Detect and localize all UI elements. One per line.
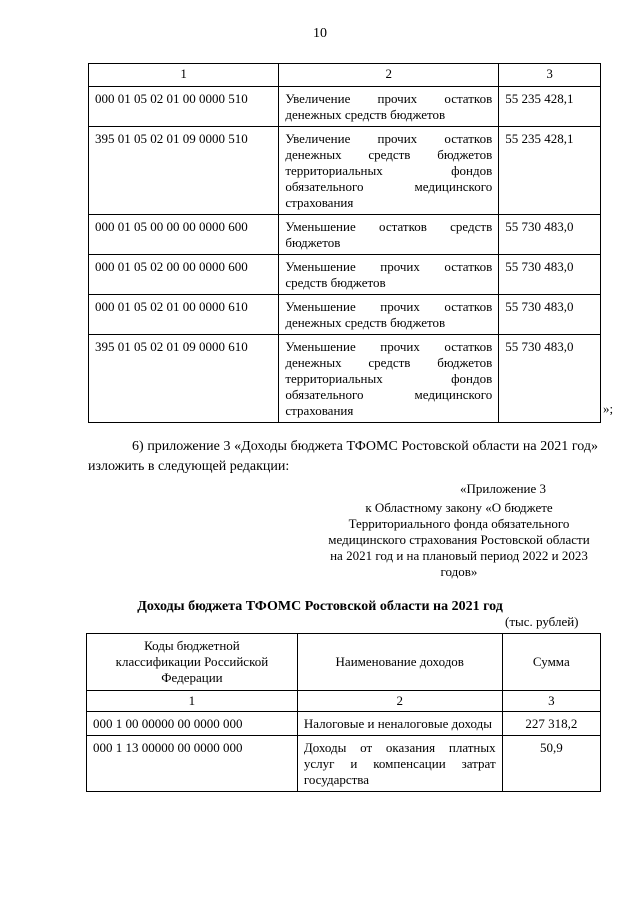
table-header-row	[89, 64, 601, 87]
name-cell: Увеличение прочих остатков денежных средств бюджетов территориальных фондов обязательного медицинского страхования	[279, 127, 499, 215]
name-cell: Уменьшение прочих остатков денежных средств бюджетов территориальных фондов обязательного медицинского страхования	[279, 335, 499, 423]
sources-table	[88, 63, 601, 423]
column-number-1: 1	[89, 64, 279, 87]
amendment-paragraph: 6) приложение 3 «Доходы бюджета ТФОМС Ростовской области на 2021 год» изложить в следующей редакции:	[88, 439, 598, 474]
sum-cell: 55 730 483,0	[499, 295, 601, 335]
column-number-3: 3	[499, 64, 601, 87]
closing-quote: »;	[603, 401, 614, 416]
header-codes: Коды бюджетной классификации Российской Федерации	[87, 634, 298, 691]
sum-cell: 55 235 428,1	[499, 127, 601, 215]
sum-cell: 227 318,2	[502, 712, 600, 736]
income-table	[86, 633, 601, 792]
table-row	[89, 295, 601, 335]
code-cell: 000 01 05 02 00 00 0000 600	[89, 255, 279, 295]
sum-cell: 55 730 483,0	[499, 215, 601, 255]
table-row	[89, 127, 601, 215]
code-cell: 000 01 05 00 00 00 0000 600	[89, 215, 279, 255]
name-cell: Уменьшение остатков средств бюджетов	[279, 215, 499, 255]
page-number: 10	[313, 26, 327, 41]
table-row	[89, 255, 601, 295]
sum-cell: 55 730 483,0	[499, 255, 601, 295]
name-cell: Уменьшение прочих остатков средств бюджетов	[279, 255, 499, 295]
appendix-title: «Приложение 3	[460, 481, 547, 496]
table-row	[89, 87, 601, 127]
code-cell: 395 01 05 02 01 09 0000 510	[89, 127, 279, 215]
column-number-1: 1	[87, 691, 298, 712]
code-cell: 000 01 05 02 01 00 0000 610	[89, 295, 279, 335]
header-sum: Сумма	[502, 634, 600, 691]
name-cell: Уменьшение прочих остатков денежных средств бюджетов	[279, 295, 499, 335]
header-name: Наименование доходов	[297, 634, 502, 691]
table-row	[87, 712, 601, 736]
table-number-row	[87, 691, 601, 712]
table-header-row	[87, 634, 601, 691]
sum-cell: 50,9	[502, 736, 600, 792]
table-row	[87, 736, 601, 792]
table-row	[89, 335, 601, 423]
appendix-subtitle: к Областному закону «О бюджете Территориального фонда обязательного медицинского страхования Ростовской области на 2021 год и на плановый период 2022 и 2023 годов»	[328, 500, 590, 579]
name-cell: Налоговые и неналоговые доходы	[297, 712, 502, 736]
column-number-3: 3	[502, 691, 600, 712]
code-cell: 000 1 13 00000 00 0000 000	[87, 736, 298, 792]
code-cell: 000 01 05 02 01 00 0000 510	[89, 87, 279, 127]
column-number-2: 2	[279, 64, 499, 87]
name-cell: Доходы от оказания платных услуг и компенсации затрат государства	[297, 736, 502, 792]
sum-cell: 55 235 428,1	[499, 87, 601, 127]
sum-cell: 55 730 483,0	[499, 335, 601, 423]
unit-label: (тыс. рублей)	[505, 614, 579, 629]
code-cell: 395 01 05 02 01 09 0000 610	[89, 335, 279, 423]
code-cell: 000 1 00 00000 00 0000 000	[87, 712, 298, 736]
column-number-2: 2	[297, 691, 502, 712]
table-row	[89, 215, 601, 255]
document-title: Доходы бюджета ТФОМС Ростовской области на 2021 год	[137, 599, 503, 614]
name-cell: Увеличение прочих остатков денежных средств бюджетов	[279, 87, 499, 127]
